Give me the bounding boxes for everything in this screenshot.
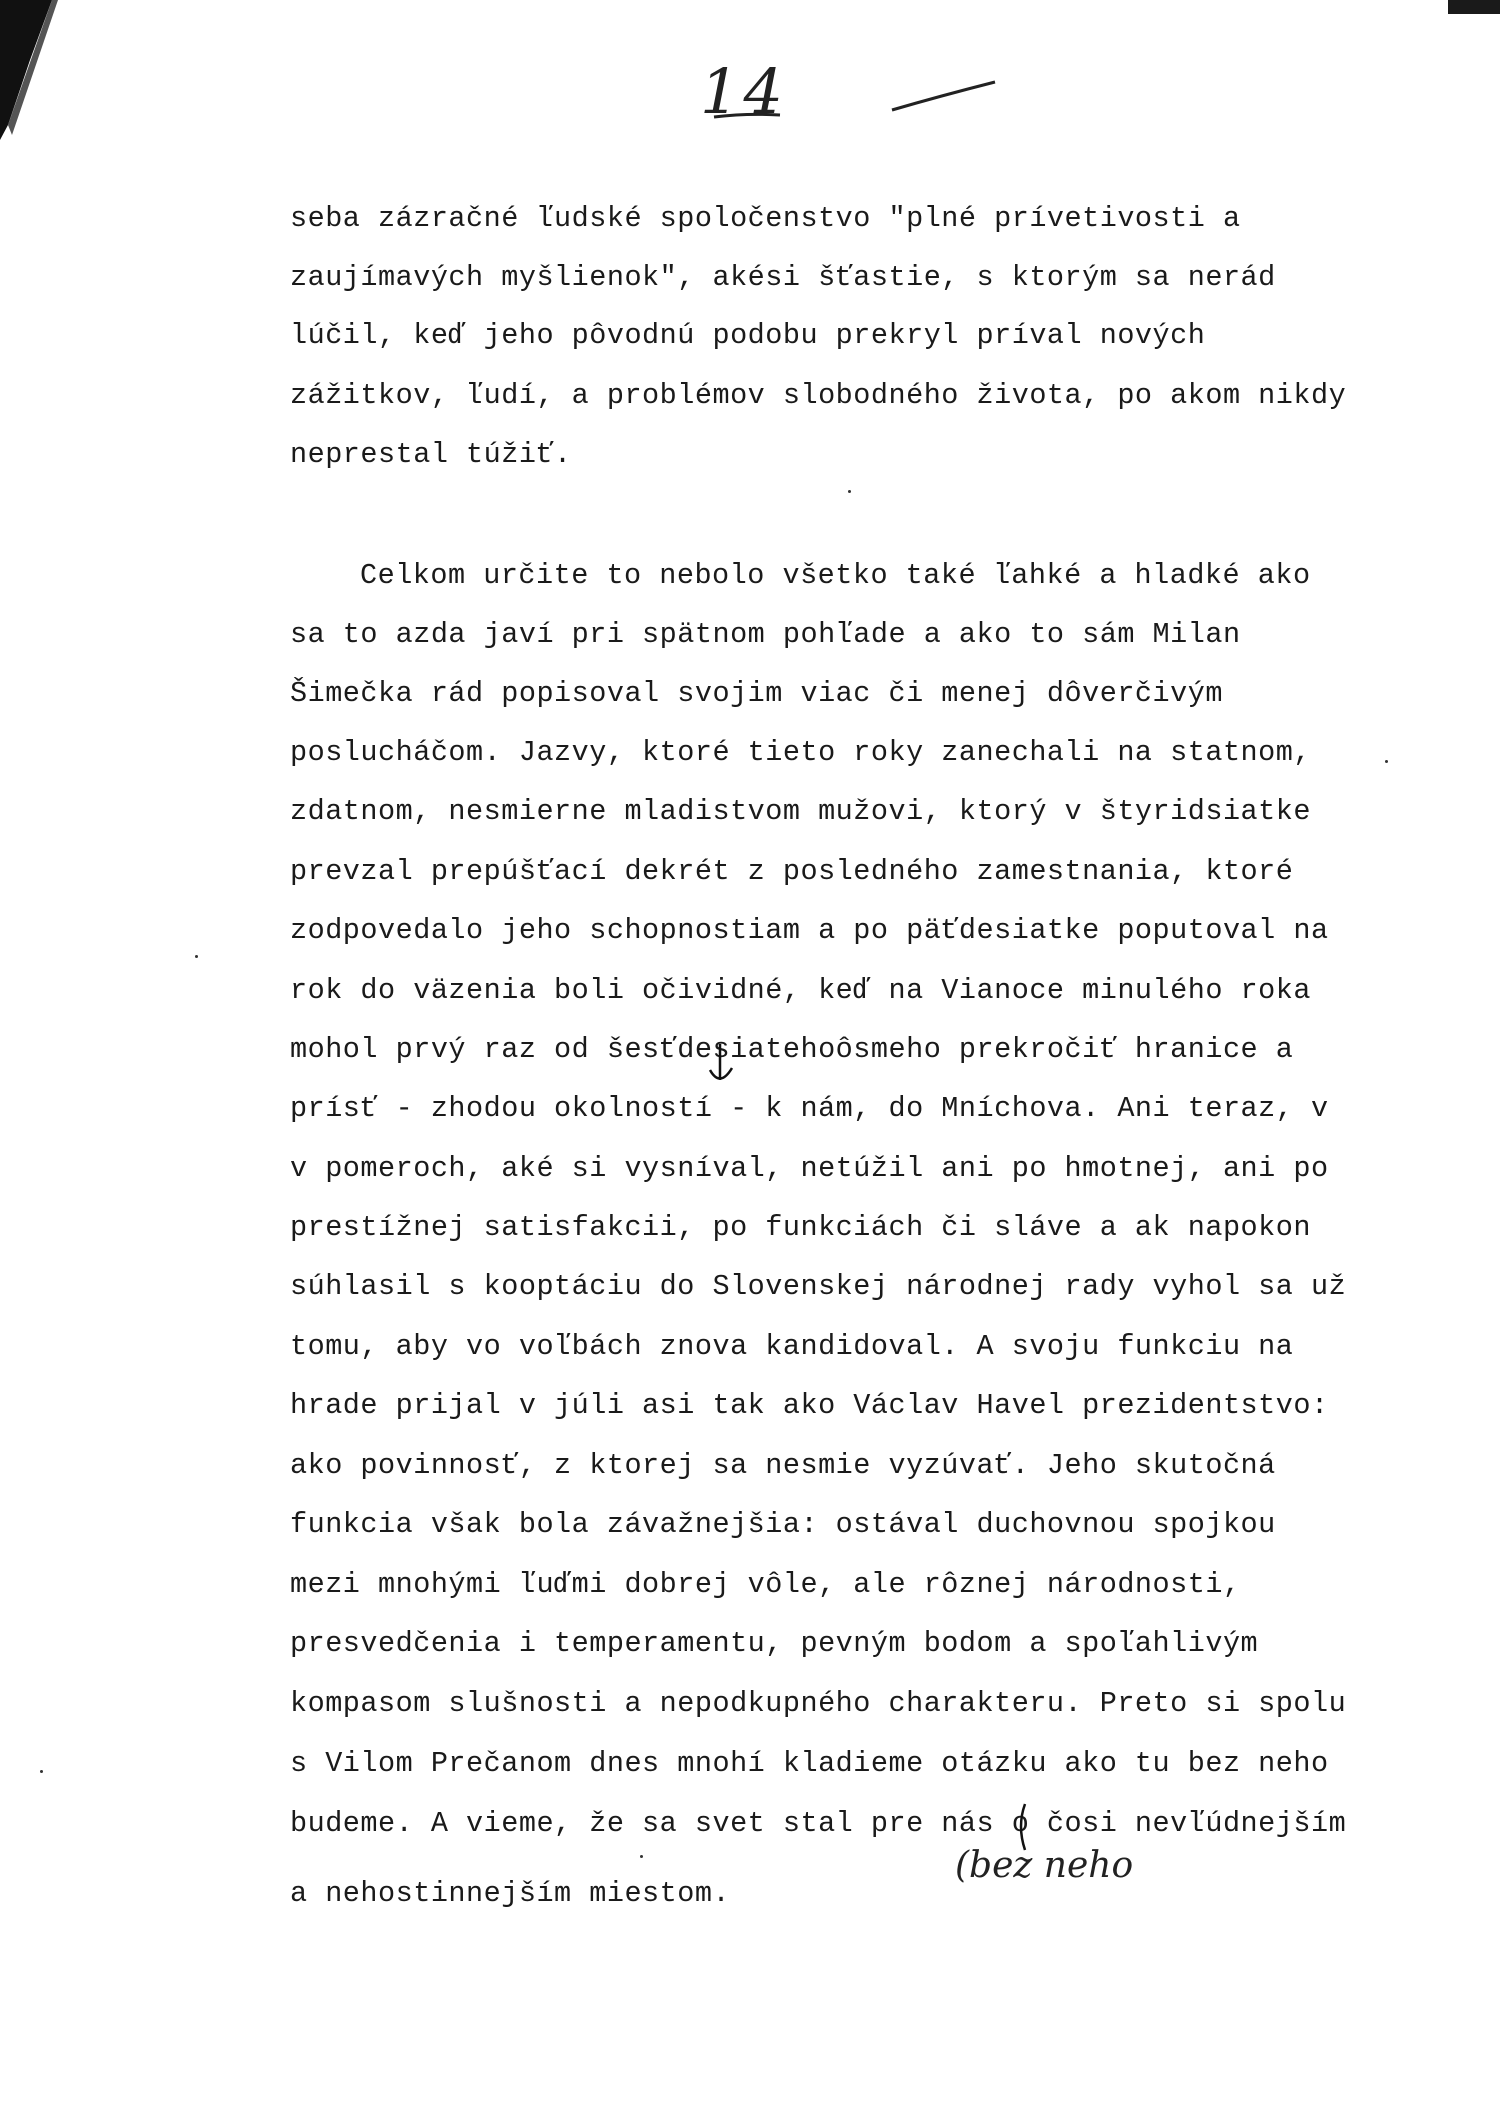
text-line: budeme. A vieme, že sa svet stal pre nás o čosi nevľúdnejším — [290, 1807, 1347, 1840]
page-number: 14 — [700, 55, 787, 128]
scan-top-right-edge — [1440, 0, 1500, 20]
text-line: prestížnej satisfakcii, po funkciách či sláve a ak napokon — [290, 1211, 1311, 1244]
text-line: zodpovedalo jeho schopnostiam a po päťdesiatke poputoval na — [290, 914, 1329, 947]
text-line: funkcia však bola závažnejšia: ostával duchovnou spojkou — [290, 1508, 1276, 1541]
handwritten-note: (bez neho — [955, 1845, 1134, 1886]
text-line: prísť - zhodou okolností - k nám, do Mníchova. Ani teraz, v — [290, 1092, 1329, 1125]
text-line: Celkom určite to nebolo všetko také ľahké a hladké ako — [360, 559, 1311, 592]
text-line: tomu, aby vo voľbách znova kandidoval. A svoju funkciu na — [290, 1330, 1294, 1363]
text-line: zdatnom, nesmierne mladistvom mužovi, ktorý v štyridsiatke — [290, 795, 1311, 828]
scan-speck — [848, 490, 851, 493]
scan-speck — [40, 1770, 43, 1773]
scan-speck — [640, 1855, 643, 1858]
handwritten-correction-mark — [700, 1040, 740, 1090]
text-line: zaujímavých myšlienok", akési šťastie, s ktorým sa nerád — [290, 261, 1276, 294]
text-line: mohol prvý raz od šesťdesiatehoôsmeho prekročiť hranice a — [290, 1033, 1294, 1066]
text-line: neprestal túžiť. — [290, 438, 572, 471]
text-line: presvedčenia i temperamentu, pevným bodom a spoľahlivým — [290, 1627, 1259, 1660]
text-line: hrade prijal v júli asi tak ako Václav Havel prezidentstvo: — [290, 1389, 1329, 1422]
text-line: prevzal prepúšťací dekrét z posledného zamestnania, ktoré — [290, 855, 1294, 888]
scan-speck — [195, 955, 198, 958]
scan-speck — [1385, 760, 1388, 763]
text-line: mezi mnohými ľuďmi dobrej vôle, ale rôznej národnosti, — [290, 1568, 1241, 1601]
text-line: sa to azda javí pri spätnom pohľade a ako to sám Milan — [290, 618, 1241, 651]
text-line: seba zázračné ľudské spoločenstvo "plné prívetivosti a — [290, 202, 1241, 235]
text-line: rok do väzenia boli očividné, keď na Vianoce minulého roka — [290, 974, 1311, 1007]
text-line: zážitkov, ľudí, a problémov slobodného života, po akom nikdy — [290, 379, 1347, 412]
text-line: kompasom slušnosti a nepodkupného charakteru. Preto si spolu — [290, 1687, 1347, 1720]
text-line: v pomeroch, aké si vysníval, netúžil ani po hmotnej, ani po — [290, 1152, 1329, 1185]
text-line: a nehostinnejším miestom. — [290, 1877, 731, 1910]
text-line: lúčil, keď jeho pôvodnú podobu prekryl príval nových — [290, 319, 1206, 352]
text-line: poslucháčom. Jazvy, ktoré tieto roky zanechali na statnom, — [290, 736, 1311, 769]
text-line: Šimečka rád popisoval svojim viac či menej dôverčivým — [290, 677, 1223, 710]
text-line: ako povinnosť, z ktorej sa nesmie vyzúvať. Jeho skutočná — [290, 1449, 1276, 1482]
scan-shadow-edge — [0, 0, 60, 140]
page-number-right-dash — [890, 78, 1000, 118]
text-line: s Vilom Prečanom dnes mnohí kladieme otázku ako tu bez neho — [290, 1747, 1329, 1780]
text-line: súhlasil s kooptáciu do Slovenskej národnej rady vyhol sa už — [290, 1270, 1347, 1303]
